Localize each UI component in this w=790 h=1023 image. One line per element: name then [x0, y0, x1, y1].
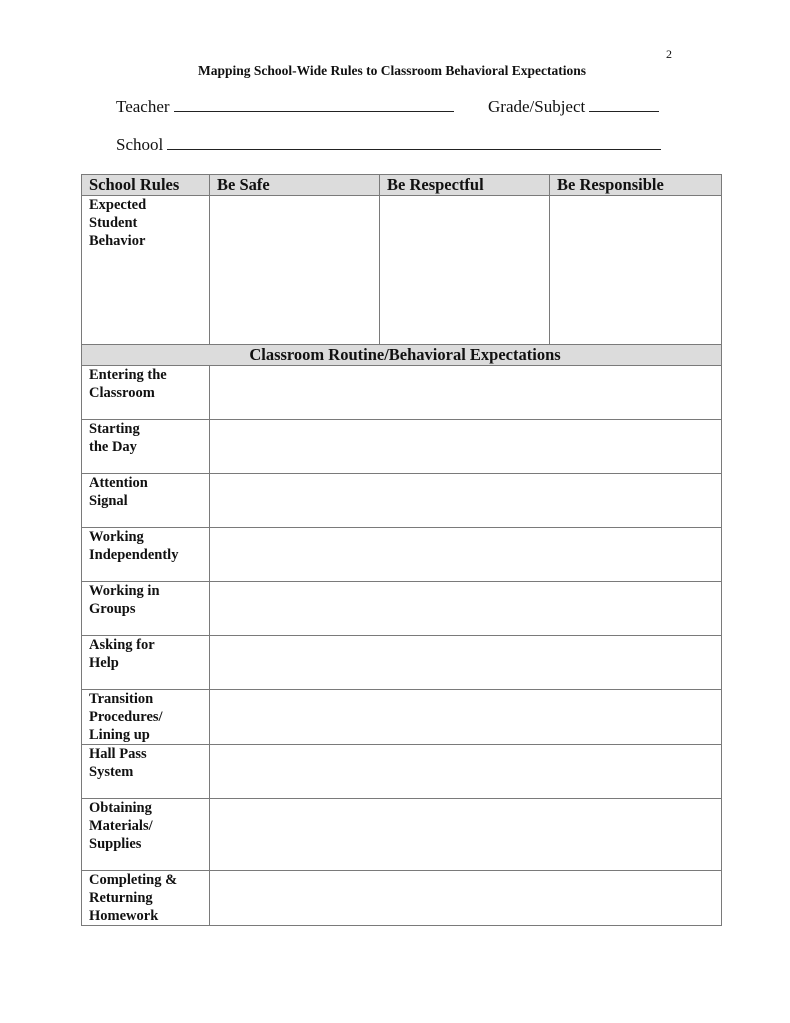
routine-label-entering	[82, 366, 210, 420]
label-line: Attention	[89, 475, 148, 491]
routine-cell-transition[interactable]	[210, 690, 722, 745]
grade-subject-input[interactable]	[589, 97, 659, 112]
label-line: Classroom	[89, 385, 155, 401]
table-row	[82, 799, 722, 871]
school-field-row	[116, 135, 661, 155]
routine-cell-homework[interactable]	[210, 871, 722, 926]
label-line: Working in	[89, 583, 160, 599]
page-number: 2	[666, 47, 672, 61]
label-line: Procedures/	[89, 709, 163, 725]
teacher-label: Teacher	[116, 97, 170, 116]
routine-cell-materials[interactable]	[210, 799, 722, 871]
label-line: the Day	[89, 439, 137, 455]
label-line: Supplies	[89, 836, 142, 852]
routine-label-homework	[82, 871, 210, 926]
label-line: Working	[89, 529, 144, 545]
routine-label-working-groups	[82, 582, 210, 636]
routine-cell-attention-signal[interactable]	[210, 474, 722, 528]
label-line: Student	[89, 215, 138, 231]
section-header: Classroom Routine/Behavioral Expectations	[82, 345, 722, 366]
label-line: Asking for	[89, 637, 155, 653]
table-row	[82, 528, 722, 582]
routine-cell-starting-day[interactable]	[210, 420, 722, 474]
label-line: Starting	[89, 421, 140, 437]
table-row	[82, 636, 722, 690]
school-label: School	[116, 135, 164, 154]
label-line: Groups	[89, 601, 136, 617]
be-responsible-cell[interactable]	[550, 196, 722, 345]
table-row	[82, 745, 722, 799]
table-row	[82, 690, 722, 745]
label-line: Lining up	[89, 727, 150, 743]
routine-label-starting-day	[82, 420, 210, 474]
grade-subject-field-row	[488, 97, 659, 117]
be-respectful-cell[interactable]	[380, 196, 550, 345]
label-line: Independently	[89, 547, 179, 563]
label-line: System	[89, 764, 134, 780]
section-header-row	[82, 345, 722, 366]
label-line: Entering the	[89, 367, 167, 383]
routine-label-attention-signal	[82, 474, 210, 528]
header-be-safe: Be Safe	[210, 175, 380, 196]
routine-label-materials	[82, 799, 210, 871]
teacher-input[interactable]	[174, 97, 454, 112]
table-header-row	[82, 175, 722, 196]
teacher-field-row	[116, 97, 454, 117]
label-line: Signal	[89, 493, 128, 509]
label-line: Behavior	[89, 233, 146, 249]
label-line: Hall Pass	[89, 746, 147, 762]
expected-behavior-row	[82, 196, 722, 345]
table-row	[82, 582, 722, 636]
expected-behavior-label	[82, 196, 210, 345]
routine-cell-asking-help[interactable]	[210, 636, 722, 690]
be-safe-cell[interactable]	[210, 196, 380, 345]
header-be-respectful: Be Respectful	[380, 175, 550, 196]
routine-cell-hall-pass[interactable]	[210, 745, 722, 799]
label-line: Homework	[89, 908, 159, 924]
label-line: Help	[89, 655, 119, 671]
table-row	[82, 871, 722, 926]
rules-mapping-table	[81, 174, 722, 926]
header-school-rules: School Rules	[82, 175, 210, 196]
header-be-responsible: Be Responsible	[550, 175, 722, 196]
label-line: Obtaining	[89, 800, 152, 816]
routine-cell-working-groups[interactable]	[210, 582, 722, 636]
label-line: Transition	[89, 691, 154, 707]
routine-label-asking-help	[82, 636, 210, 690]
label-line: Returning	[89, 890, 153, 906]
routine-label-hall-pass	[82, 745, 210, 799]
routine-cell-working-independently[interactable]	[210, 528, 722, 582]
routine-label-working-independently	[82, 528, 210, 582]
table-row	[82, 366, 722, 420]
table-row	[82, 474, 722, 528]
routine-label-transition	[82, 690, 210, 745]
school-input[interactable]	[167, 135, 661, 150]
label-line: Materials/	[89, 818, 153, 834]
routine-cell-entering[interactable]	[210, 366, 722, 420]
label-line: Completing &	[89, 872, 178, 888]
grade-subject-label: Grade/Subject	[488, 97, 586, 116]
document-title: Mapping School-Wide Rules to Classroom Behavioral Expectations	[197, 63, 587, 78]
label-line: Expected	[89, 197, 147, 213]
table-row	[82, 420, 722, 474]
